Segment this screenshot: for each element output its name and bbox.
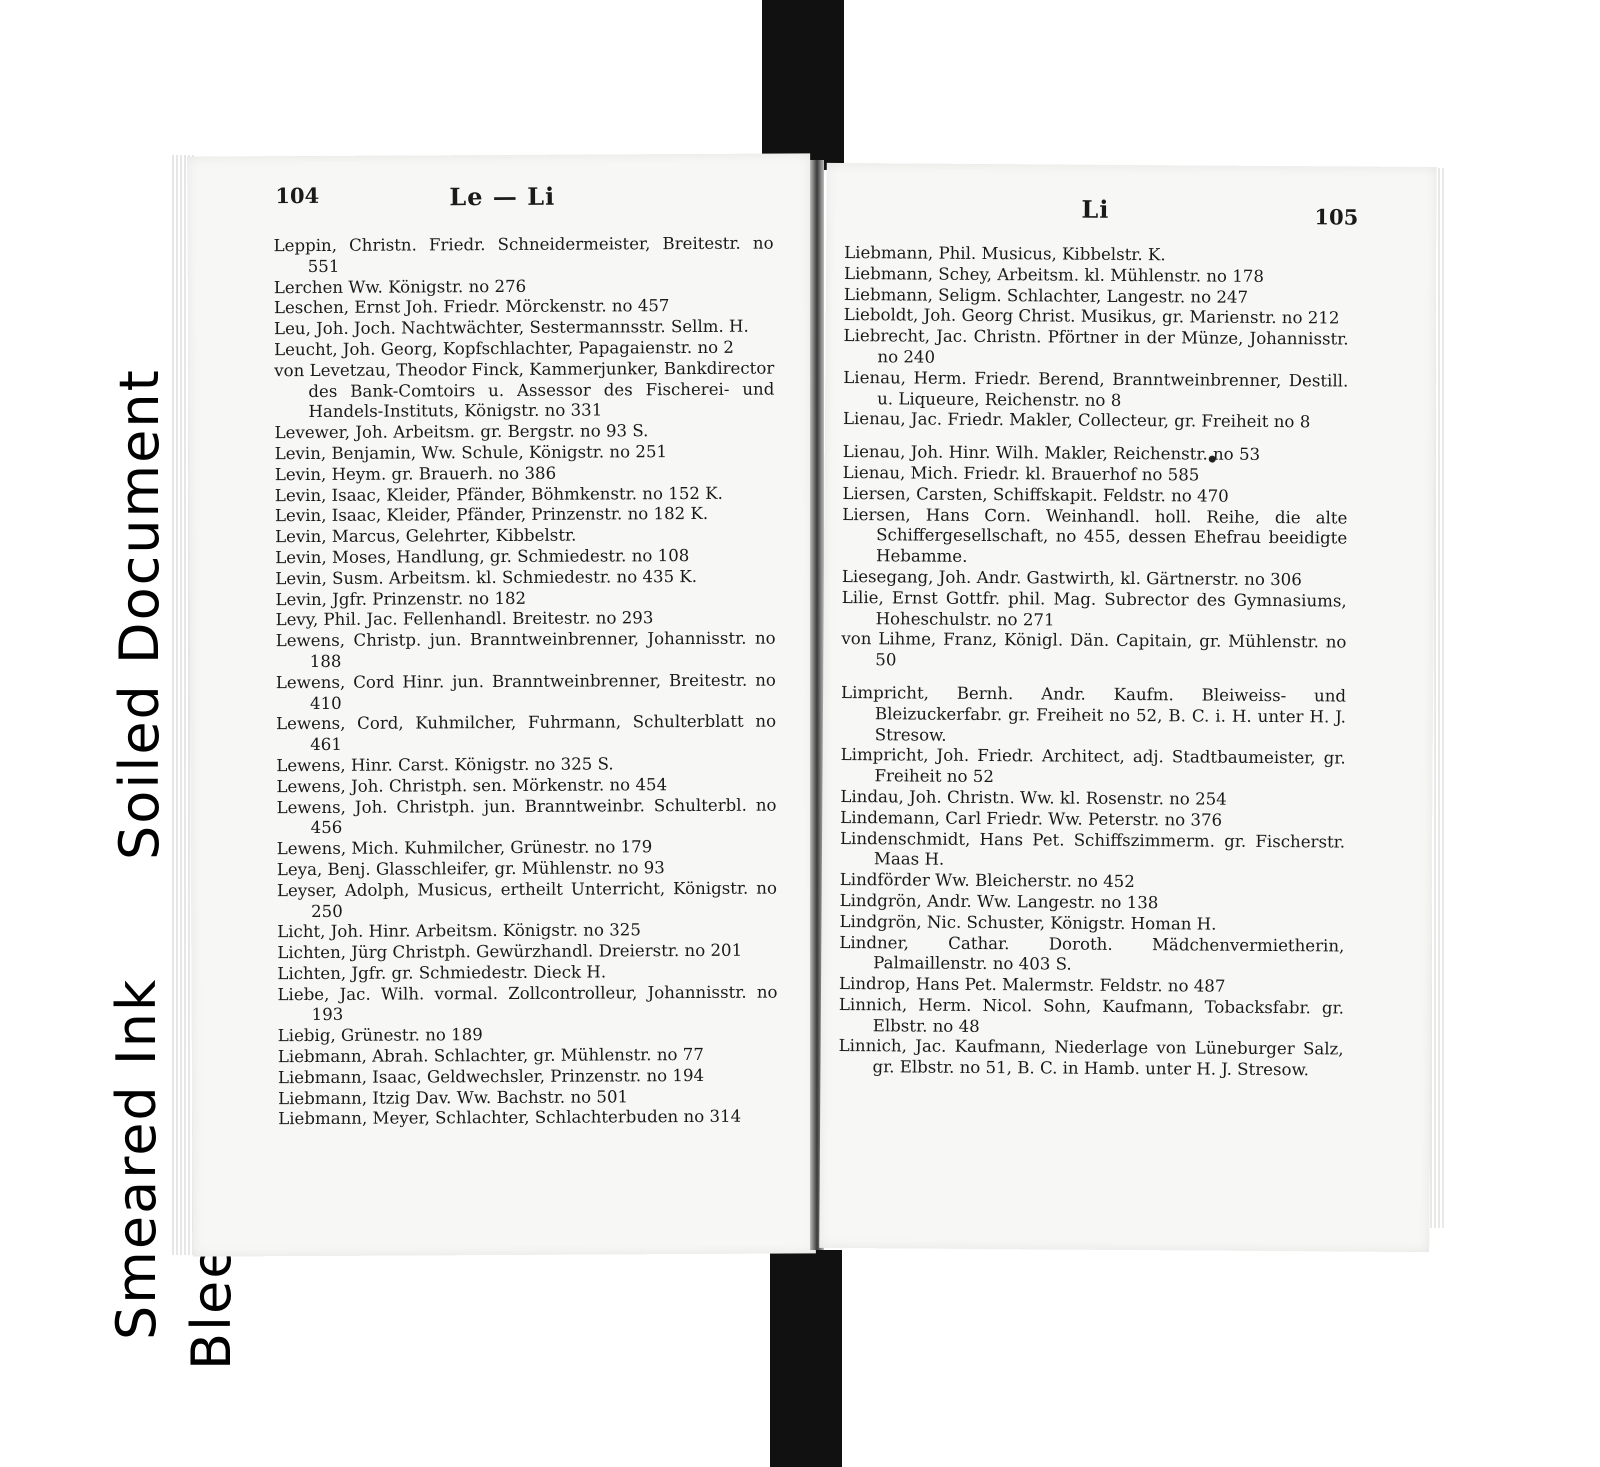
list-item: Levin, Isaac, Kleider, Pfänder, Böhmkenstr. no 152 K.: [274, 483, 723, 505]
binding-strip-top: [762, 0, 844, 170]
list-item: Leschen, Ernst Joh. Friedr. Mörckenstr. no 457: [273, 296, 670, 318]
list-item: Liebmann, Schey, Arbeitsm. kl. Mühlenstr. no 178: [843, 263, 1264, 286]
binding-strip-bottom: [770, 1250, 842, 1467]
list-item: Liebrecht, Jac. Christn. Pförtner in der Münze, Johannisstr. no 240: [843, 326, 1349, 367]
label-bleed-through: Bleed: [180, 1207, 243, 1370]
label-smeared-ink: Smeared Ink: [105, 977, 168, 1340]
list-item: Levin, Marcus, Gelehrter, Kibbelstr.: [275, 525, 577, 547]
page-number: 104: [275, 182, 320, 209]
list-item: Liersen, Hans Corn. Weinhandl. holl. Reihe, die alte Schiffergesellschaft, no 455, dessen Ehefrau beeidigte Hebamme.: [842, 504, 1348, 567]
list-item: Levin, Heym. gr. Brauerh. no 386: [274, 463, 557, 484]
list-item: Lewens, Christp. jun. Branntweinbrenner, Johannisstr. no 188: [275, 628, 776, 671]
list-item: Lewens, Joh. Christph. jun. Branntweinbr. Schulterbl. no 456: [276, 795, 777, 838]
list-item: Levin, Moses, Handlung, gr. Schmiedestr. no 108: [275, 545, 690, 568]
list-item: Liebig, Grünestr. no 189: [277, 1025, 483, 1046]
list-item: Lienau, Jac. Friedr. Makler, Collecteur, gr. Freiheit no 8: [842, 409, 1311, 432]
label-soiled-document: Soiled Document: [108, 368, 171, 860]
right-page: [819, 163, 1437, 1252]
list-item: Levin, Susm. Arbeitsm. kl. Schmiedestr. no 435 K.: [275, 566, 698, 588]
list-item: Lewens, Joh. Christph. sen. Mörkenstr. no 454: [276, 774, 668, 796]
list-item: Liebmann, Seligm. Schlachter, Langestr. no 247: [843, 284, 1249, 307]
list-item: Lindner, Cathar. Doroth. Mädchenvermietherin, Palmaillenstr. no 403 S.: [839, 932, 1345, 974]
list-item: Liebmann, Itzig Dav. Ww. Bachstr. no 501: [278, 1087, 629, 1108]
list-item: Leppin, Christn. Friedr. Schneidermeister, Breitestr. no 551: [273, 233, 774, 276]
list-item: Liebe, Jac. Wilh. vormal. Zollcontrolleur, Johannisstr. no 193: [277, 982, 778, 1025]
list-item: Limpricht, Bernh. Andr. Kaufm. Bleiweiss- und Bleizuckerfabr. gr. Freiheit no 52, B. C. i. H. unter H. J. Stresow.: [841, 682, 1347, 745]
list-item: Lienau, Joh. Hinr. Wilh. Makler, Reichenstr. no 53: [842, 442, 1261, 465]
list-item: von Levetzau, Theodor Finck, Kammerjunker, Bankdirector des Bank-Comtoirs u. Assessor des Fischerei- und Handels-Instituts, Königstr. no 331: [274, 358, 775, 422]
list-item: Leya, Benj. Glasschleifer, gr. Mühlenstr. no 93: [276, 858, 665, 880]
noise-labels: [20, 160, 243, 1370]
list-item: von Lihme, Franz, Königl. Dän. Capitain, gr. Mühlenstr. no 50: [841, 629, 1347, 670]
list-item: Limpricht, Joh. Friedr. Architect, adj. Stadtbaumeister, gr. Freiheit no 52: [840, 745, 1346, 787]
list-item: Lewens, Cord Hinr. jun. Branntweinbrenner, Breitestr. no 410: [275, 670, 776, 713]
list-item: Levy, Phil. Jac. Fellenhandl. Breitestr. no 293: [275, 608, 654, 630]
list-item: Liersen, Carsten, Schiffskapit. Feldstr. no 470: [842, 483, 1229, 506]
list-item: Lewens, Cord, Kuhmilcher, Fuhrmann, Schulterblatt no 461: [276, 711, 777, 755]
list-item: Liebmann, Isaac, Geldwechsler, Prinzenstr. no 194: [277, 1065, 705, 1088]
list-item: Lichten, Jürg Christph. Gewürzhandl. Dreierstr. no 201: [277, 940, 743, 963]
list-item: Lerchen Ww. Königstr. no 276: [273, 276, 527, 297]
list-item: Linnich, Jac. Kaufmann, Niederlage von Lüneburger Salz, gr. Elbstr. no 51, B. C. in Hamb. unter H. J. Stresow.: [838, 1036, 1344, 1080]
list-item: Leu, Joh. Joch. Nachtwächter, Sestermannsstr. Sellm. H.: [273, 316, 749, 339]
list-item: Lindenschmidt, Hans Pet. Schiffszimmerm. gr. Fischerstr. Maas H.: [840, 828, 1346, 870]
left-page: [187, 153, 816, 1256]
list-item: Levin, Benjamin, Ww. Schule, Königstr. no 251: [274, 442, 668, 464]
list-item: Leucht, Joh. Georg, Kopfschlachter, Papagaienstr. no 2: [274, 337, 734, 360]
list-item: Liebmann, Abrah. Schlachter, gr. Mühlenstr. no 77: [277, 1045, 704, 1067]
list-item: Lindgrön, Nic. Schuster, Königstr. Homan H.: [839, 911, 1217, 934]
list-item: Lichten, Jgfr. gr. Schmiedestr. Dieck H.: [277, 962, 607, 984]
list-item: Lindemann, Carl Friedr. Ww. Peterstr. no 376: [840, 807, 1223, 830]
list-item: Leyser, Adolph, Musicus, ertheilt Unterricht, Königstr. no 250: [276, 878, 778, 921]
list-item: Liesegang, Joh. Andr. Gastwirth, kl. Gärtnerstr. no 306: [841, 566, 1302, 590]
page-number: 105: [1314, 204, 1359, 230]
list-item: Lilie, Ernst Gottfr. phil. Mag. Subrector des Gymnasiums, Hoheschulstr. no 271: [841, 587, 1347, 630]
running-head: Li: [1081, 194, 1110, 224]
list-item: Lewens, Hinr. Carst. Königstr. no 325 S.: [276, 754, 614, 776]
list-item: Liebmann, Meyer, Schlachter, Schlachterbuden no 314: [278, 1107, 742, 1129]
list-item: Levin, Isaac, Kleider, Pfänder, Prinzenstr. no 182 K.: [274, 504, 709, 526]
running-head: Le — Li: [449, 181, 556, 212]
list-item: Levewer, Joh. Arbeitsm. gr. Bergstr. no 93 S.: [274, 421, 649, 443]
list-item: Lieboldt, Joh. Georg Christ. Musikus, gr. Marienstr. no 212: [843, 305, 1340, 328]
list-item: Lindau, Joh. Christn. Ww. kl. Rosenstr. no 254: [840, 786, 1227, 809]
list-item: Levin, Jgfr. Prinzenstr. no 182: [275, 588, 527, 609]
list-item: Lindförder Ww. Bleicherstr. no 452: [839, 870, 1135, 892]
list-item: Licht, Joh. Hinr. Arbeitsm. Königstr. no 325: [277, 920, 641, 942]
list-item: Lienau, Mich. Friedr. kl. Brauerhof no 585: [842, 462, 1200, 485]
directory-entries: [838, 243, 1349, 1082]
list-item: Lewens, Mich. Kuhmilcher, Grünestr. no 179: [276, 837, 653, 859]
list-item: Lienau, Herm. Friedr. Berend, Branntweinbrenner, Destill. u. Liqueure, Reichenstr. no 8: [843, 367, 1349, 410]
list-item: Linnich, Herm. Nicol. Sohn, Kaufmann, Tobacksfabr. gr. Elbstr. no 48: [838, 994, 1344, 1036]
directory-entries: [274, 234, 779, 1131]
list-item: Lindrop, Hans Pet. Malermstr. Feldstr. no 487: [838, 974, 1226, 996]
list-item: Lindgrön, Andr. Ww. Langestr. no 138: [839, 890, 1159, 913]
list-item: Liebmann, Phil. Musicus, Kibbelstr. K.: [844, 243, 1166, 265]
